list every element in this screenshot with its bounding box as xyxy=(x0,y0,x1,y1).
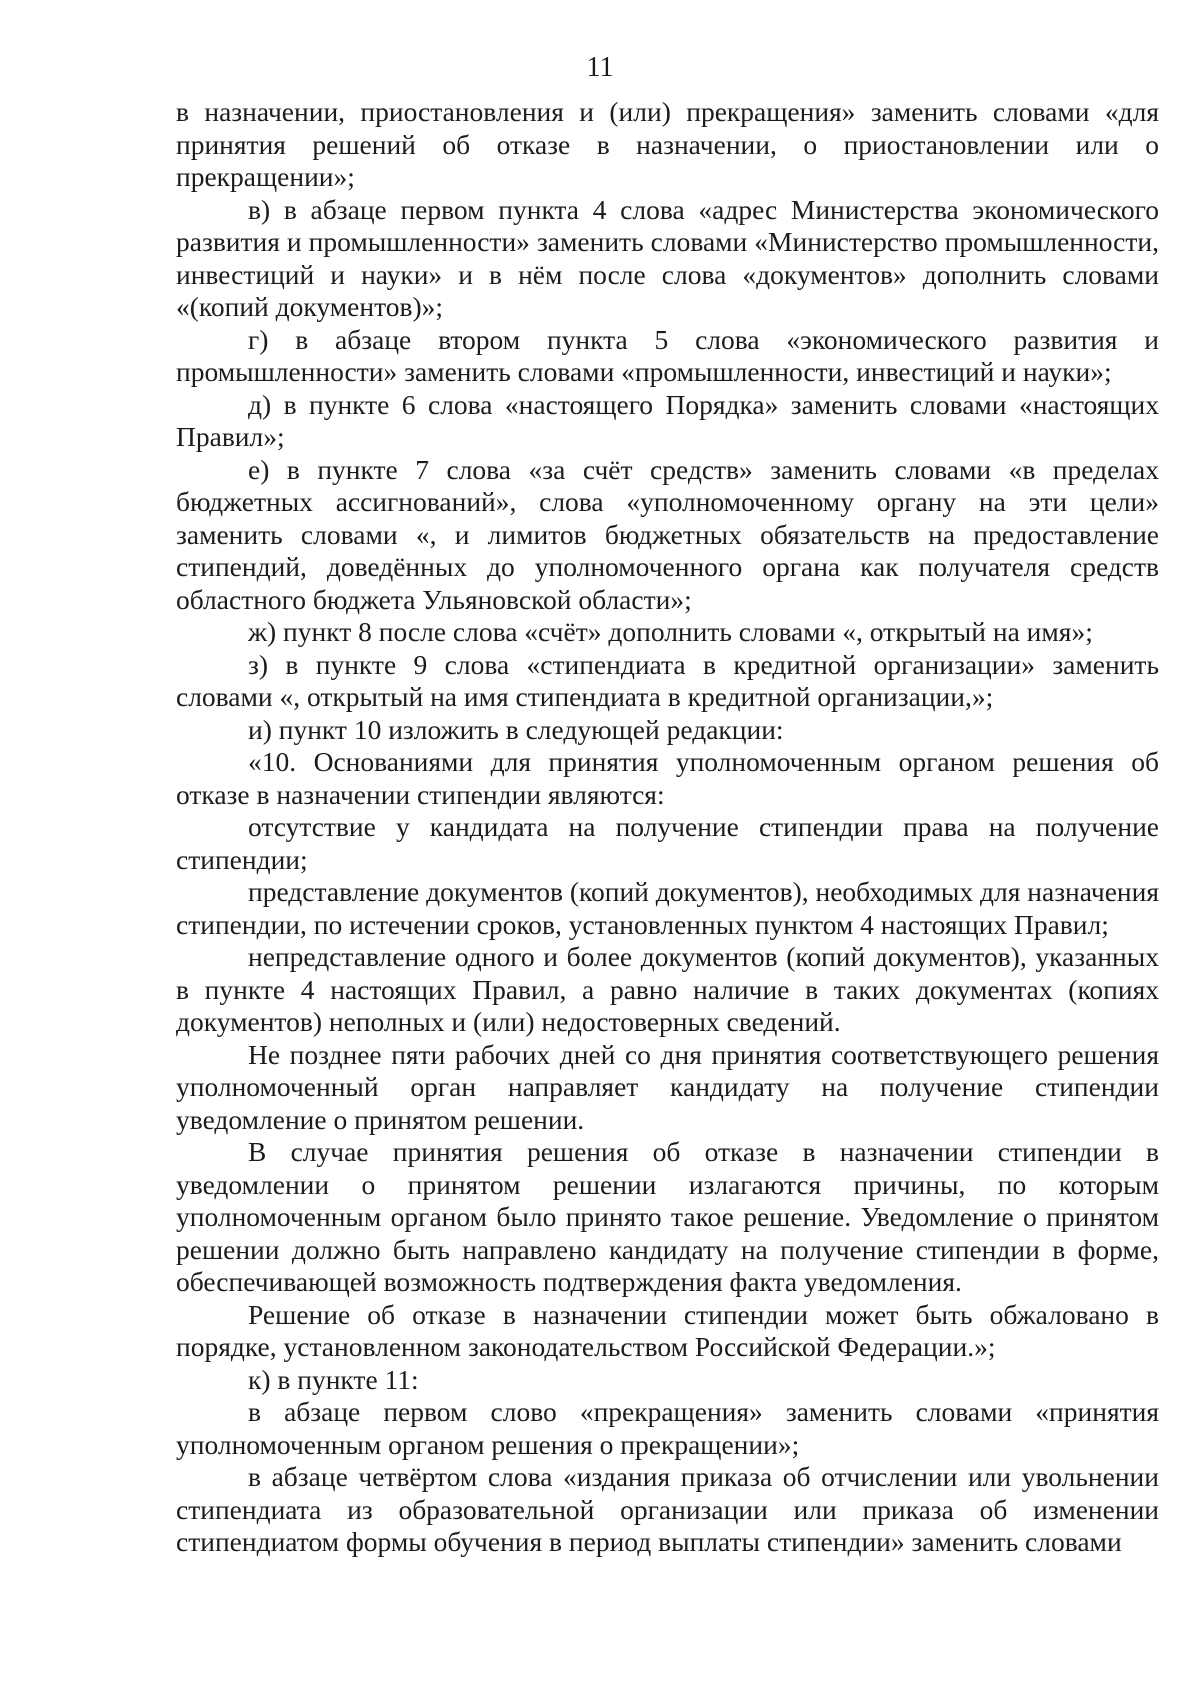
paragraph-item-d: д) в пункте 6 слова «настоящего Порядка» заменить словами «настоящих Правил»; xyxy=(176,388,1159,452)
paragraph-fourth-abzats: в абзаце четвёртом слова «издания приказа об отчислении или увольнении стипендиата из образовательной организации или приказа об изменении стипендиатом формы обучения в период выплаты стипендии» заменить словами xyxy=(176,1461,1159,1557)
paragraph-ground-1: отсутствие у кандидата на получение стипендии права на получение стипендии; xyxy=(176,811,1159,875)
paragraph-notice-deadline: Не позднее пяти рабочих дней со дня принятия соответствующего решения уполномоченный орган направляет кандидату на получение стипендии уведомление о принятом решении. xyxy=(176,1038,1159,1135)
paragraph-ground-2: представление документов (копий документов), необходимых для назначения стипендии, по истечении сроков, установленных пунктом 4 настоящих Правил; xyxy=(176,876,1159,940)
paragraph-item-zh: ж) пункт 8 после слова «счёт» дополнить словами «, открытый на имя»; xyxy=(248,616,1093,647)
paragraph-item-z: з) в пункте 9 слова «стипендиата в кредитной организации» заменить словами «, открытый на имя стипендиата в кредитной организации,»; xyxy=(176,648,1159,712)
paragraph-continuation: в назначении, приостановления и (или) прекращения» заменить словами «для принятия решений об отказе в назначении, о приостановлении или о прекращении»; xyxy=(176,96,1159,192)
paragraph-refusal-reasons: В случае принятия решения об отказе в назначении стипендии в уведомлении о принятом решении излагаются причины, по которым уполномоченным органом было принято такое решение. Уведомление о принятом решении должно быть направлено кандидату на получение стипендии в форме, обеспечивающей возможность подтверждения факта уведомления. xyxy=(176,1136,1159,1297)
paragraph-item-k: к) в пункте 11: xyxy=(248,1363,419,1395)
page-number: 11 xyxy=(586,52,614,83)
paragraph-item-v: в) в абзаце первом пункта 4 слова «адрес Министерства экономического развития и промышленности» заменить словами «Министерство промышленности, инвестиций и науки» и в нём после слова «документов» дополнить словами «(копий документов)»; xyxy=(176,193,1159,322)
document-body xyxy=(176,96,1159,1559)
paragraph-item-e: е) в пункте 7 слова «за счёт средств» заменить словами «в пределах бюджетных ассигнований», слова «уполномоченному органу на эти цели» заменить словами «, и лимитов бюджетных обязательств на предоставление стипендий, доведённых до уполномоченного органа как получателя средств областного бюджета Ульяновской области»; xyxy=(176,453,1159,615)
paragraph-appeal: Решение об отказе в назначении стипендии может быть обжаловано в порядке, установленном законодательством Российской Федерации.»; xyxy=(176,1298,1159,1362)
paragraph-item-g: г) в абзаце втором пункта 5 слова «экономического развития и промышленности» заменить словами «промышленности, инвестиций и науки»; xyxy=(176,323,1159,387)
paragraph-ground-3: непредставление одного и более документов (копий документов), указанных в пункте 4 настоящих Правил, а равно наличие в таких документах (копиях документов) неполных и (или) недостоверных сведений. xyxy=(176,941,1159,1037)
paragraph-item-i: и) пункт 10 изложить в следующей редакции: xyxy=(248,713,784,745)
paragraph-clause-10: «10. Основаниями для принятия уполномоченным органом решения об отказе в назначении стипендии являются: xyxy=(176,746,1159,810)
paragraph-first-abzats: в абзаце первом слово «прекращения» заменить словами «принятия уполномоченным органом решения о прекращении»; xyxy=(176,1396,1159,1460)
